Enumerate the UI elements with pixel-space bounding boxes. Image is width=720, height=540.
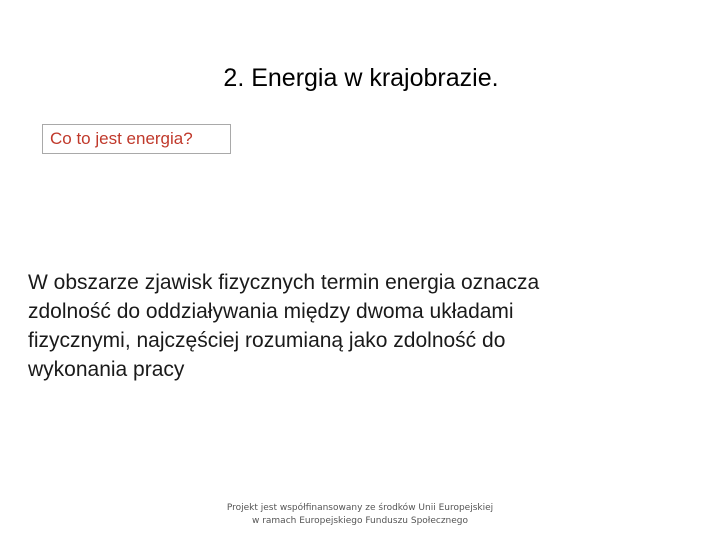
body-line: fizycznymi, najczęściej rozumianą jako zdolność do	[28, 329, 506, 352]
body-line: zdolność do oddziaływania między dwoma układami	[28, 300, 514, 323]
question-text: Co to jest energia?	[50, 129, 193, 148]
body-line: wykonania pracy	[28, 358, 185, 381]
footer-line: w ramach Europejskiego Funduszu Społecznego	[251, 516, 469, 526]
body-paragraph	[28, 268, 668, 384]
footer-funding-note	[0, 502, 720, 528]
body-line: W obszarze zjawisk fizycznych termin energia oznacza	[28, 271, 540, 294]
question-box	[42, 124, 231, 154]
slide-title-text: 2. Energia w krajobrazie.	[223, 64, 499, 92]
slide-title	[0, 62, 720, 94]
footer-line: Projekt jest współfinansowany ze środków Unii Europejskiej	[226, 503, 494, 513]
